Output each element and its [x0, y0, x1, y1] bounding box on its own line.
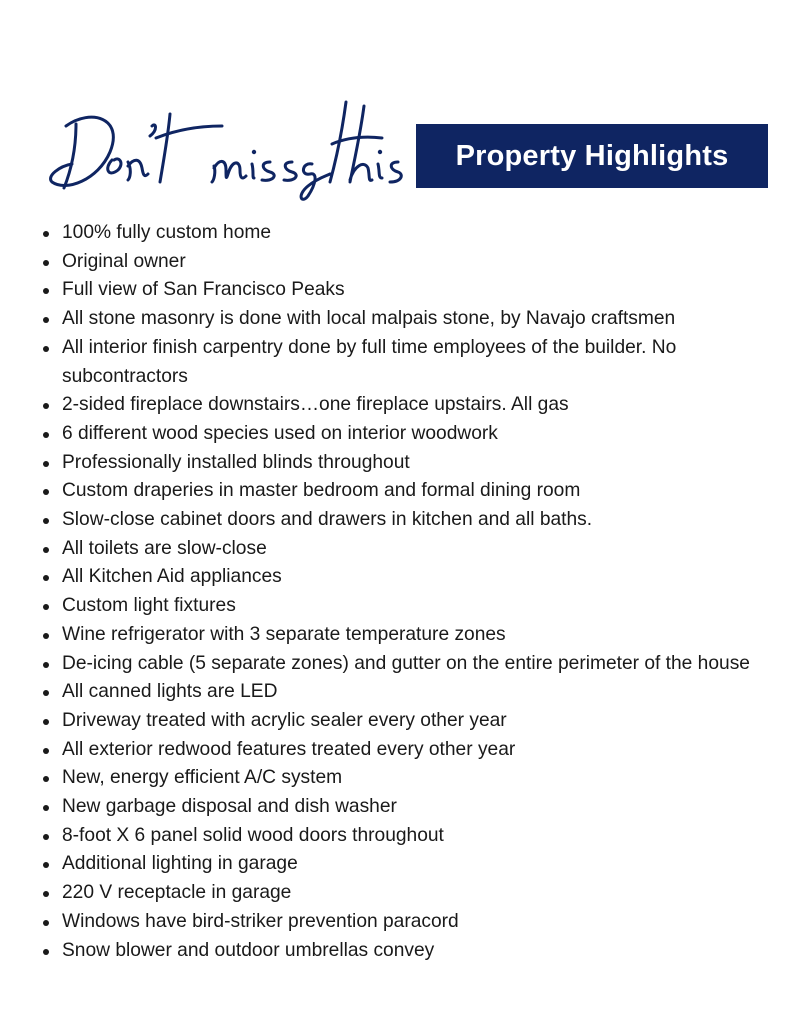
list-item: Snow blower and outdoor umbrellas convey: [40, 937, 760, 966]
list-item: Slow-close cabinet doors and drawers in kitchen and all baths.: [40, 506, 760, 535]
list-item: 100% fully custom home: [40, 219, 760, 248]
list-item: Custom draperies in master bedroom and formal dining room: [40, 477, 760, 506]
list-item: 6 different wood species used on interior woodwork: [40, 420, 760, 449]
list-item: Windows have bird-striker prevention paracord: [40, 908, 760, 937]
list-item: All canned lights are LED: [40, 678, 760, 707]
list-item: Custom light fixtures: [40, 592, 760, 621]
header: [0, 0, 800, 210]
list-item: 8-foot X 6 panel solid wood doors throughout: [40, 822, 760, 851]
property-highlights-badge: [416, 124, 768, 188]
list-item: All stone masonry is done with local malpais stone, by Navajo craftsmen: [40, 305, 760, 334]
list-item: Original owner: [40, 248, 760, 277]
list-item: New garbage disposal and dish washer: [40, 793, 760, 822]
highlights-list: [40, 219, 760, 965]
list-item: All exterior redwood features treated every other year: [40, 736, 760, 765]
list-item: 2-sided fireplace downstairs…one fireplace upstairs. All gas: [40, 391, 760, 420]
list-item: All interior finish carpentry done by full time employees of the builder. No subcontractors: [40, 334, 760, 391]
list-item: New, energy efficient A/C system: [40, 764, 760, 793]
list-item: All Kitchen Aid appliances: [40, 563, 760, 592]
list-item: 220 V receptacle in garage: [40, 879, 760, 908]
list-item: De-icing cable (5 separate zones) and gutter on the entire perimeter of the house: [40, 650, 760, 679]
list-item: Wine refrigerator with 3 separate temperature zones: [40, 621, 760, 650]
list-item: Full view of San Francisco Peaks: [40, 276, 760, 305]
list-item: Driveway treated with acrylic sealer every other year: [40, 707, 760, 736]
script-title: [46, 96, 406, 206]
list-item: All toilets are slow-close: [40, 535, 760, 564]
list-item: Professionally installed blinds throughout: [40, 449, 760, 478]
badge-label: Property Highlights: [455, 139, 729, 172]
list-item: Additional lighting in garage: [40, 850, 760, 879]
